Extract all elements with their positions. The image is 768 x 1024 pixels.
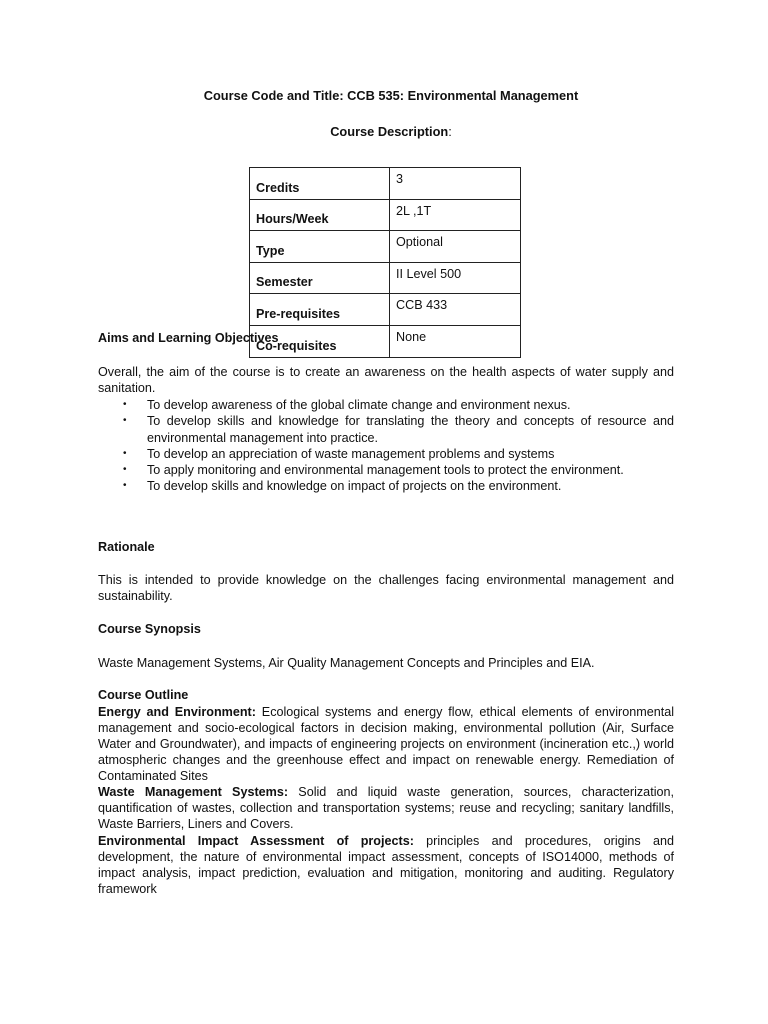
bullet: • [123, 399, 127, 410]
topic-title: Environmental Impact Assessment of projects: [98, 834, 414, 848]
credits-value: 3 [390, 168, 521, 200]
prerequisites-value: CCB 433 [390, 294, 521, 326]
course-description-heading [0, 124, 768, 139]
outline-topic-energy [98, 704, 674, 784]
aims-intro: Overall, the aim of the course is to create an awareness on the health aspects of water supply and sanitation. [98, 365, 674, 395]
table-row [250, 231, 521, 263]
table-row [250, 262, 521, 294]
prerequisites-label: Pre-requisites [250, 294, 390, 326]
synopsis-heading: Course Synopsis [98, 622, 201, 636]
outline-topic-waste [98, 784, 674, 832]
objective-text: To develop awareness of the global climate change and environment nexus. [147, 398, 571, 412]
list-item [98, 397, 674, 413]
bullet: • [123, 415, 127, 427]
credits-label: Credits [250, 168, 390, 200]
corequisites-value: None [390, 325, 521, 357]
course-info-table [249, 167, 521, 358]
bullet: • [123, 447, 127, 459]
objective-text: To develop skills and knowledge on impact of projects on the environment. [147, 479, 562, 494]
list-item [98, 413, 674, 446]
aims-heading: Aims and Learning Objectives [98, 331, 279, 345]
synopsis-text: Waste Management Systems, Air Quality Management Concepts and Principles and EIA. [98, 656, 595, 670]
rationale-heading: Rationale [98, 540, 155, 554]
bullet: • [123, 480, 127, 492]
semester-label: Semester [250, 262, 390, 294]
hours-week-value: 2L ,1T [390, 199, 521, 231]
outline-topic-eia [98, 833, 674, 897]
rationale-text: This is intended to provide knowledge on the challenges facing environmental management and sustainability. [98, 573, 674, 603]
table-row [250, 294, 521, 326]
course-title: Course Code and Title: CCB 535: Environmental Management [203, 88, 579, 103]
type-label: Type [250, 231, 390, 263]
corequisites-label: Co-requisites [250, 325, 390, 357]
topic-title: Energy and Environment: [98, 705, 256, 719]
objective-text: To apply monitoring and environmental management tools to protect the environment. [147, 463, 624, 478]
semester-value: II Level 500 [390, 262, 521, 294]
course-description-colon: : [448, 124, 452, 139]
list-item [98, 462, 674, 478]
table-row [250, 199, 521, 231]
bullet: • [123, 464, 127, 476]
topic-text: principles and procedures, origins and development, the nature of environmental impact assessment, concepts of ISO14000, methods of impact analysis, impact prediction, evaluation and mitigation, monitoring and auditing. Regulatory framework [98, 834, 674, 896]
table-row [250, 168, 521, 200]
objective-text: To develop an appreciation of waste management problems and systems [147, 446, 555, 461]
list-item [98, 478, 674, 494]
course-description-label: Course Description [330, 124, 449, 139]
type-value: Optional [390, 231, 521, 263]
list-item [98, 446, 674, 462]
topic-text: Ecological systems and energy flow, ethical elements of environmental management and socio-ecological factors in decision making, environmental pollution (Air, Surface Water and Groundwater), and impacts of engineering projects on environment (incineration etc.,) world atmospheric changes and the greenhouse effect and impact on renewable energy. Remediation of Contaminated Sites [98, 705, 675, 783]
hours-week-label: Hours/Week [250, 199, 390, 231]
topic-text: Solid and liquid waste generation, sources, characterization, quantification of wastes, collection and transportation systems; reuse and recycling; sanitary landfills, Waste Barriers, Liners and Covers. [98, 785, 674, 831]
objectives-list [98, 397, 674, 495]
table-row [250, 325, 521, 357]
topic-title: Waste Management Systems: [98, 785, 289, 799]
outline-heading: Course Outline [98, 688, 189, 702]
objective-text: To develop skills and knowledge for translating the theory and concepts of resource and environmental management into practice. [147, 414, 674, 445]
